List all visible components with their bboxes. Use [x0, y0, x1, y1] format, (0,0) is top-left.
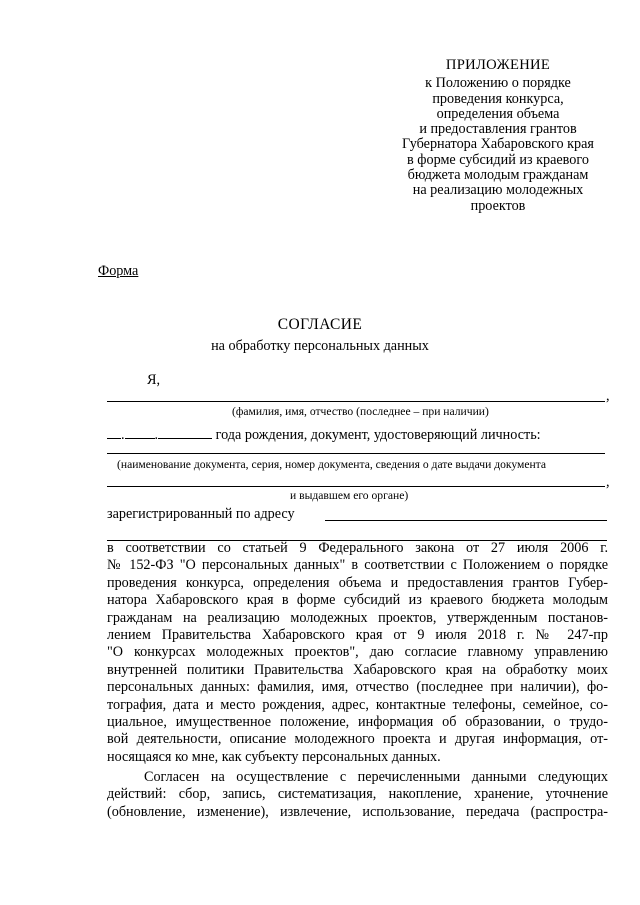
paragraph-line: натора Хабаровского края в форме субсидий из краевого бюджета молодым — [107, 592, 608, 609]
document-caption: (наименование документа, серия, номер документа, сведения о дате выдачи документа — [117, 458, 547, 471]
paragraph-line: персональных данных: фамилия, имя, отчество (последнее при наличии), фо- — [107, 679, 608, 696]
birth-month-field[interactable] — [125, 425, 155, 439]
paragraph-line: лением Правительства Хабаровского края от 9 июля 2018 г. № 247-пр — [107, 626, 608, 643]
document-caption-issuer: и выдавшем его органе) — [290, 489, 409, 502]
fio-field-line[interactable] — [107, 401, 605, 402]
appendix-line: определения объема — [436, 105, 560, 122]
appendix-line: в форме субсидий из краевого — [407, 151, 589, 168]
paragraph-line: (обновление, изменение), извлечение, использование, передача (распростра- — [107, 803, 608, 820]
appendix-line: и предоставления грантов — [419, 121, 577, 138]
paragraph-line: гражданам на реализацию молодежных проектов, утвержденным постанов- — [107, 609, 608, 626]
appendix-line: проектов — [470, 197, 526, 214]
agreement-paragraph — [107, 769, 608, 821]
document-field-line[interactable] — [107, 453, 605, 454]
appendix-line: бюджета молодым гражданам — [407, 167, 589, 184]
date-separator: . — [121, 427, 125, 443]
birth-date-text: года рождения, документ, удостоверяющий личность: — [215, 427, 541, 443]
intro-pronoun: Я, — [147, 372, 161, 388]
paragraph-line: тография, дата и место рождения, адрес, контактные телефоны, семейное, со- — [107, 696, 608, 713]
paragraph-line: "О конкурсах молодежных проектов", даю согласие главному управлению — [107, 644, 608, 661]
paragraph-line: проведения конкурса, определения объема и предоставления грантов Губер- — [107, 574, 608, 591]
birth-day-field[interactable] — [107, 425, 121, 439]
birth-date-row — [107, 425, 541, 444]
appendix-title: ПРИЛОЖЕНИЕ — [445, 57, 551, 73]
document-field-line-2[interactable] — [107, 486, 605, 487]
document-title: СОГЛАСИЕ — [277, 316, 363, 333]
fio-comma: , — [606, 388, 610, 404]
fio-caption: (фамилия, имя, отчество (последнее – при наличии) — [232, 405, 489, 418]
document-comma: , — [606, 474, 610, 490]
form-label: Форма — [98, 263, 139, 279]
appendix-line: к Положению о порядке — [425, 75, 571, 92]
address-label: зарегистрированный по адресу — [107, 506, 295, 522]
paragraph-line: Согласен на осуществление с перечисленными данными следующих — [144, 769, 608, 785]
birth-year-field[interactable] — [158, 425, 212, 439]
appendix-line: на реализацию молодежных — [412, 182, 584, 199]
paragraph-line: № 152-ФЗ "О персональных данных" в соответствии с Положением о порядке — [107, 557, 608, 574]
paragraph-line: в соответствии со статьей 9 Федерального закона от 27 июля 2006 г. — [107, 540, 608, 556]
document-subtitle: на обработку персональных данных — [211, 338, 429, 354]
date-separator: . — [154, 427, 159, 443]
appendix-line: Губернатора Хабаровского края — [402, 136, 594, 153]
appendix-line: проведения конкурса, — [432, 90, 564, 107]
address-field-line[interactable] — [325, 520, 607, 521]
paragraph-line: циальное, имущественное положение, информация об образовании, о трудо- — [107, 713, 608, 730]
paragraph-line: вой деятельности, описание молодежного проекта и другая информация, от- — [107, 731, 608, 748]
consent-paragraph — [107, 540, 608, 766]
appendix-header — [388, 58, 608, 214]
paragraph-line: внутренней политики Правительства Хабаровского края на обработку моих — [107, 661, 608, 678]
paragraph-line: действий: сбор, запись, систематизация, накопление, хранение, уточнение — [107, 786, 608, 803]
paragraph-line: носящаяся ко мне, как субъекту персональных данных. — [107, 748, 441, 765]
